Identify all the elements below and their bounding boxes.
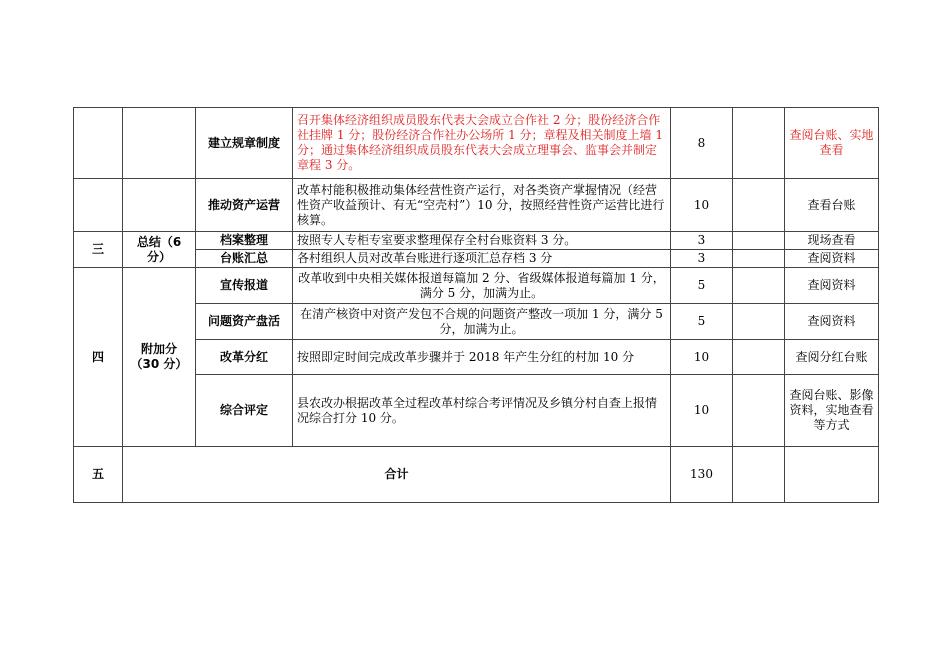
blank-cell <box>733 179 785 232</box>
index-cell <box>74 108 123 179</box>
criteria-cell: 按照即定时间完成改革步骤并于 2018 年产生分红的村加 10 分 <box>293 340 671 375</box>
blank-cell <box>733 375 785 447</box>
criteria-cell: 在清产核资中对资产发包不合规的问题资产整改一项加 1 分，满分 5 分，加满为止。 <box>293 304 671 340</box>
total-row <box>74 447 879 503</box>
blank-cell <box>733 232 785 250</box>
blank-cell <box>733 304 785 340</box>
method-cell: 查阅台账、实地查看 <box>785 108 879 179</box>
score-cell: 5 <box>671 268 733 304</box>
method-cell: 查看台账 <box>785 179 879 232</box>
score-cell: 3 <box>671 250 733 268</box>
blank-cell <box>733 250 785 268</box>
total-label: 合计 <box>123 447 671 503</box>
criteria-cell: 改革收到中央相关媒体报道每篇加 2 分、省级媒体报道每篇加 1 分，满分 5 分，加满为止。 <box>293 268 671 304</box>
table-row <box>74 268 879 304</box>
criteria-cell: 改革村能积极推动集体经营性资产运行，对各类资产掌握情况（经营性资产收益预计、有无“空壳村”）10 分，按照经营性资产运营比进行核算。 <box>293 179 671 232</box>
method-cell: 查阅台账、影像资料，实地查看等方式 <box>785 375 879 447</box>
criteria-cell: 县农改办根据改革全过程改革村综合考评情况及乡镇分村自查上报情况综合打分 10 分。 <box>293 375 671 447</box>
score-cell: 10 <box>671 375 733 447</box>
blank-cell <box>733 447 785 503</box>
criteria-cell: 各村组织人员对改革台账进行逐项汇总存档 3 分 <box>293 250 671 268</box>
scoring-table <box>73 107 879 503</box>
criteria-cell: 按照专人专柜专室要求整理保存全村台账资料 3 分。 <box>293 232 671 250</box>
score-cell: 10 <box>671 179 733 232</box>
category-cell <box>123 179 196 232</box>
table-row <box>74 108 879 179</box>
table-row <box>74 179 879 232</box>
score-cell: 5 <box>671 304 733 340</box>
category-cell <box>123 108 196 179</box>
item-cell: 综合评定 <box>196 375 293 447</box>
total-score: 130 <box>671 447 733 503</box>
score-cell: 3 <box>671 232 733 250</box>
method-cell: 查阅资料 <box>785 250 879 268</box>
score-cell: 8 <box>671 108 733 179</box>
blank-cell <box>733 108 785 179</box>
blank-cell <box>733 268 785 304</box>
blank-cell <box>733 340 785 375</box>
method-cell: 查阅资料 <box>785 268 879 304</box>
item-cell: 档案整理 <box>196 232 293 250</box>
method-cell: 现场查看 <box>785 232 879 250</box>
item-cell: 宣传报道 <box>196 268 293 304</box>
section-category: 附加分（30 分） <box>123 268 196 447</box>
item-cell: 问题资产盘活 <box>196 304 293 340</box>
method-cell: 查阅分红台账 <box>785 340 879 375</box>
section-index: 三 <box>74 232 123 268</box>
section-index: 四 <box>74 268 123 447</box>
section-category: 总结（6 分） <box>123 232 196 268</box>
blank-cell <box>785 447 879 503</box>
criteria-cell: 召开集体经济组织成员股东代表大会成立合作社 2 分；股份经济合作社挂牌 1 分；股份经济合作社办公场所 1 分；章程及相关制度上墙 1 分；通过集体经济组织成员股东代表大会成立理事会、监事会并制定章程 3 分。 <box>293 108 671 179</box>
section-index: 五 <box>74 447 123 503</box>
index-cell <box>74 179 123 232</box>
item-cell: 推动资产运营 <box>196 179 293 232</box>
score-cell: 10 <box>671 340 733 375</box>
item-cell: 改革分红 <box>196 340 293 375</box>
item-cell: 建立规章制度 <box>196 108 293 179</box>
method-cell: 查阅资料 <box>785 304 879 340</box>
table-row <box>74 232 879 250</box>
item-cell: 台账汇总 <box>196 250 293 268</box>
